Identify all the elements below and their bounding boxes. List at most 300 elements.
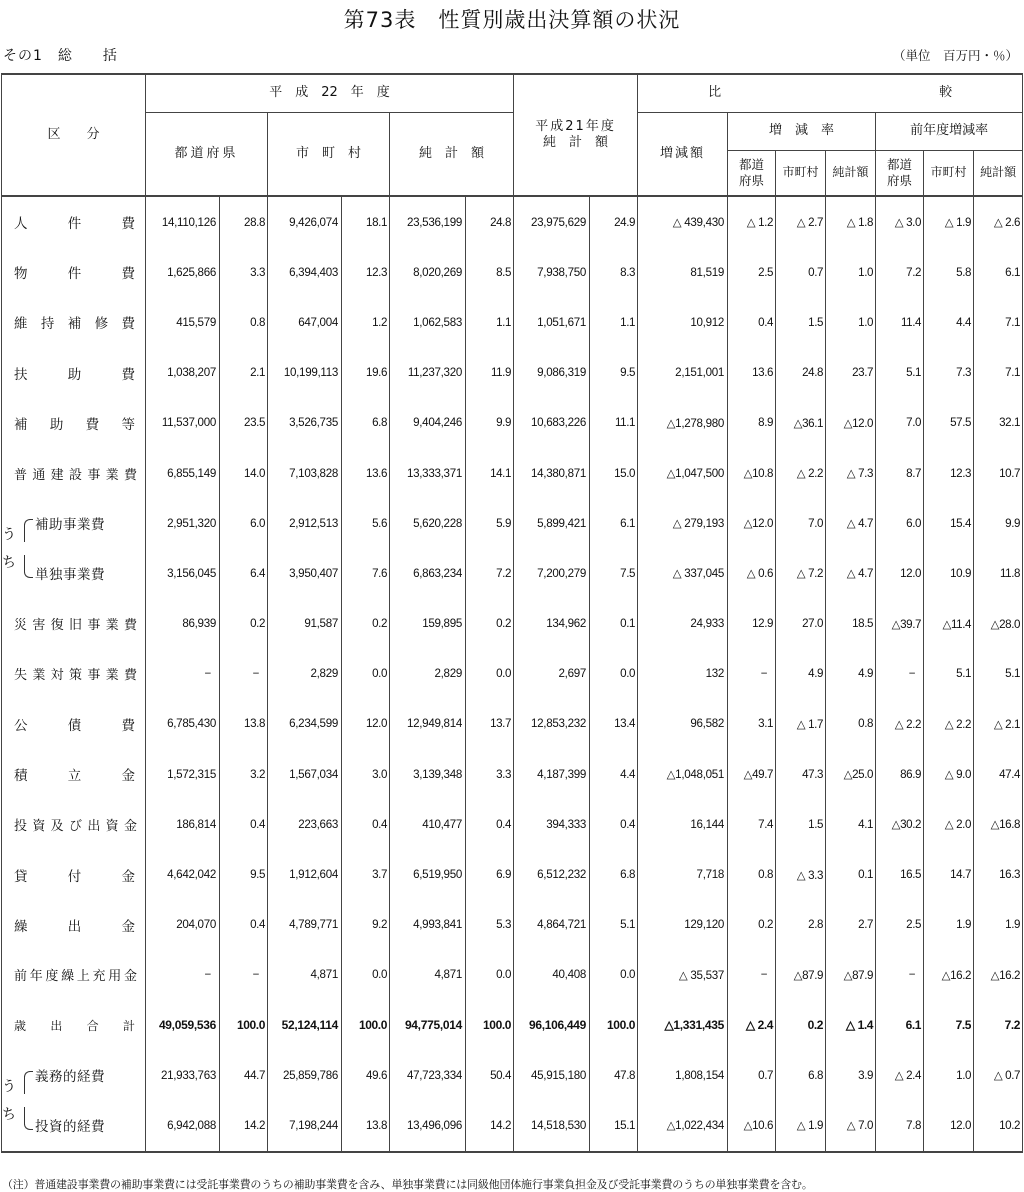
- table-cell: 10.2: [974, 1100, 1023, 1151]
- table-cell: 7.2: [466, 548, 514, 598]
- table-cell: 0.2: [728, 900, 776, 950]
- table-row: [2, 548, 1023, 598]
- row-label: 前年度繰上充用金: [2, 950, 146, 1000]
- table-cell: 96,106,449: [514, 1000, 590, 1050]
- table-cell: 9.5: [590, 348, 638, 398]
- table-cell: 47.4: [974, 749, 1023, 799]
- table-cell: 18.1: [342, 196, 390, 247]
- table-cell: 5.1: [974, 649, 1023, 699]
- table-cell: △ 439,430: [638, 196, 728, 247]
- table-cell: 0.7: [728, 1050, 776, 1100]
- table-cell: 47.3: [776, 749, 826, 799]
- table-cell: △39.7: [876, 599, 924, 649]
- table-cell: △ 1.2: [728, 196, 776, 247]
- table-cell: 7.2: [876, 247, 924, 297]
- table-cell: 10.9: [924, 548, 974, 598]
- table-cell: 6.8: [776, 1050, 826, 1100]
- table-cell: 4.1: [826, 799, 876, 849]
- table-cell: 9,426,074: [268, 196, 342, 247]
- table-cell: △ 2.2: [924, 699, 974, 749]
- table-cell: 3,156,045: [146, 548, 220, 598]
- table-cell: 9.9: [974, 498, 1023, 548]
- table-row: [2, 1050, 1023, 1100]
- table-cell: 15.4: [924, 498, 974, 548]
- table-row: [2, 498, 1023, 548]
- table-cell: 9,404,246: [390, 398, 466, 448]
- table-cell: 27.0: [776, 599, 826, 649]
- table-cell: 28.8: [220, 196, 268, 247]
- table-cell: 8.7: [876, 448, 924, 498]
- table-cell: △28.0: [974, 599, 1023, 649]
- table-cell: 100.0: [590, 1000, 638, 1050]
- table-cell: 2.7: [826, 900, 876, 950]
- row-label: [2, 548, 146, 598]
- table-cell: 6.1: [590, 498, 638, 548]
- table-cell: △ 7.3: [826, 448, 876, 498]
- table-cell: 1.5: [776, 799, 826, 849]
- table-cell: △ 2.2: [776, 448, 826, 498]
- table-cell: 3,526,735: [268, 398, 342, 448]
- table-row: [2, 348, 1023, 398]
- table-cell: △ 3.3: [776, 849, 826, 899]
- row-label: 補助費等: [2, 398, 146, 448]
- table-cell: 0.0: [342, 950, 390, 1000]
- table-cell: 7.1: [974, 297, 1023, 347]
- table-cell: 0.0: [590, 649, 638, 699]
- header-fy21: [514, 74, 638, 196]
- table-cell: 3.3: [466, 749, 514, 799]
- table-cell: 14.2: [466, 1100, 514, 1151]
- table-cell: 6.9: [466, 849, 514, 899]
- header-change-amount: 増減額: [638, 112, 728, 196]
- table-cell: 0.7: [776, 247, 826, 297]
- table-row: [2, 599, 1023, 649]
- table-cell: 6,394,403: [268, 247, 342, 297]
- header-comparison-left: 比: [708, 85, 722, 100]
- table-cell: 86.9: [876, 749, 924, 799]
- table-cell: 6,785,430: [146, 699, 220, 749]
- table-cell: △ 2.7: [776, 196, 826, 247]
- table-cell: 7,198,244: [268, 1100, 342, 1151]
- table-cell: △1,278,980: [638, 398, 728, 448]
- table-cell: 13.4: [590, 699, 638, 749]
- table-cell: 2,697: [514, 649, 590, 699]
- table-cell: 1.2: [342, 297, 390, 347]
- table-cell: 5.1: [590, 900, 638, 950]
- table-cell: 134,962: [514, 599, 590, 649]
- table-cell: 24.8: [776, 348, 826, 398]
- uchi-marker: ち: [2, 1107, 16, 1124]
- header-category: 区 分: [2, 74, 146, 196]
- table-cell: 2.5: [876, 900, 924, 950]
- table-cell: 19.6: [342, 348, 390, 398]
- table-cell: 16.3: [974, 849, 1023, 899]
- table-cell: 4.9: [826, 649, 876, 699]
- table-cell: 415,579: [146, 297, 220, 347]
- table-cell: 3,950,407: [268, 548, 342, 598]
- table-cell: 0.8: [728, 849, 776, 899]
- table-subtitle: その1 総 括: [3, 48, 118, 64]
- table-cell: 11.9: [466, 348, 514, 398]
- table-cell: 10,683,226: [514, 398, 590, 448]
- row-label: 維持補修費: [2, 297, 146, 347]
- table-cell: 5.6: [342, 498, 390, 548]
- table-cell: △ 35,537: [638, 950, 728, 1000]
- table-cell: −: [220, 950, 268, 1000]
- table-cell: 2,912,513: [268, 498, 342, 548]
- page-title: 第73表 性質別歳出決算額の状況: [343, 8, 681, 32]
- row-label: [2, 498, 146, 548]
- table-cell: 394,333: [514, 799, 590, 849]
- brace-mark: [24, 1107, 33, 1130]
- header-prev-net: 純計額: [974, 150, 1023, 196]
- table-cell: △16.8: [974, 799, 1023, 849]
- table-cell: −: [146, 950, 220, 1000]
- table-cell: 13.7: [466, 699, 514, 749]
- table-cell: 14.2: [220, 1100, 268, 1151]
- table-cell: 96,582: [638, 699, 728, 749]
- table-cell: △11.4: [924, 599, 974, 649]
- table-cell: 4,789,771: [268, 900, 342, 950]
- table-cell: △ 337,045: [638, 548, 728, 598]
- table-cell: 3.1: [728, 699, 776, 749]
- table-cell: 13.6: [342, 448, 390, 498]
- table-cell: 1.0: [826, 247, 876, 297]
- table-cell: 0.2: [220, 599, 268, 649]
- table-cell: △ 1.8: [826, 196, 876, 247]
- table-cell: −: [220, 649, 268, 699]
- table-cell: 3.3: [220, 247, 268, 297]
- table-cell: △10.8: [728, 448, 776, 498]
- table-cell: 11.4: [876, 297, 924, 347]
- table-cell: 0.1: [590, 599, 638, 649]
- header-rate-muni: 市町村: [776, 150, 826, 196]
- table-cell: 81,519: [638, 247, 728, 297]
- table-cell: 159,895: [390, 599, 466, 649]
- table-cell: △ 1.4: [826, 1000, 876, 1050]
- table-cell: △ 4.7: [826, 548, 876, 598]
- table-cell: 10.7: [974, 448, 1023, 498]
- table-cell: 3.9: [826, 1050, 876, 1100]
- row-label: 扶助費: [2, 348, 146, 398]
- table-cell: 7.5: [924, 1000, 974, 1050]
- table-cell: 9,086,319: [514, 348, 590, 398]
- table-cell: 8.5: [466, 247, 514, 297]
- table-cell: 6.1: [876, 1000, 924, 1050]
- row-label-text: 義務的経費: [35, 1069, 105, 1086]
- table-cell: 12.3: [342, 247, 390, 297]
- table-cell: 410,477: [390, 799, 466, 849]
- table-cell: 7.3: [924, 348, 974, 398]
- table-cell: △ 0.6: [728, 548, 776, 598]
- header-prev-year-rate: 前年度増減率: [876, 112, 1023, 150]
- table-cell: 4,871: [390, 950, 466, 1000]
- table-cell: 5.8: [924, 247, 974, 297]
- row-label: 歳出合計: [2, 1000, 146, 1050]
- table-cell: 25,859,786: [268, 1050, 342, 1100]
- table-cell: −: [146, 649, 220, 699]
- table-cell: △12.0: [728, 498, 776, 548]
- table-cell: 6.4: [220, 548, 268, 598]
- table-cell: 7,718: [638, 849, 728, 899]
- brace-mark: [24, 555, 33, 578]
- row-label: 普通建設事業費: [2, 448, 146, 498]
- table-cell: 7.6: [342, 548, 390, 598]
- table-cell: 223,663: [268, 799, 342, 849]
- table-cell: 49.6: [342, 1050, 390, 1100]
- table-cell: −: [876, 950, 924, 1000]
- table-cell: 1.5: [776, 297, 826, 347]
- table-cell: 23,975,629: [514, 196, 590, 247]
- table-cell: 14,110,126: [146, 196, 220, 247]
- table-cell: 12,949,814: [390, 699, 466, 749]
- table-cell: 8.9: [728, 398, 776, 448]
- table-cell: 7.2: [974, 1000, 1023, 1050]
- table-cell: 1.0: [826, 297, 876, 347]
- table-cell: 16,144: [638, 799, 728, 849]
- table-cell: 5,899,421: [514, 498, 590, 548]
- table-cell: △1,048,051: [638, 749, 728, 799]
- table-cell: △1,047,500: [638, 448, 728, 498]
- table-cell: 2.1: [220, 348, 268, 398]
- table-cell: 6,519,950: [390, 849, 466, 899]
- table-row: [2, 398, 1023, 448]
- table-cell: △ 2.6: [974, 196, 1023, 247]
- table-cell: 24,933: [638, 599, 728, 649]
- table-row: [2, 699, 1023, 749]
- uchi-marker: う: [2, 527, 16, 544]
- table-cell: 23.7: [826, 348, 876, 398]
- table-cell: 18.5: [826, 599, 876, 649]
- table-cell: △49.7: [728, 749, 776, 799]
- table-cell: −: [876, 649, 924, 699]
- header-fy21-line2: 純 計 額: [543, 135, 609, 150]
- table-cell: △1,022,434: [638, 1100, 728, 1151]
- table-cell: 32.1: [974, 398, 1023, 448]
- table-cell: 6.0: [220, 498, 268, 548]
- table-cell: △ 4.7: [826, 498, 876, 548]
- table-cell: 9.2: [342, 900, 390, 950]
- table-cell: 91,587: [268, 599, 342, 649]
- table-cell: △16.2: [924, 950, 974, 1000]
- table-cell: 0.4: [220, 900, 268, 950]
- table-cell: 4,864,721: [514, 900, 590, 950]
- table-cell: 186,814: [146, 799, 220, 849]
- table-cell: 21,933,763: [146, 1050, 220, 1100]
- table-cell: 11.1: [590, 398, 638, 448]
- table-cell: 14.7: [924, 849, 974, 899]
- table-cell: 11.8: [974, 548, 1023, 598]
- header-change-rate: 増 減 率: [728, 112, 876, 150]
- table-cell: 6,863,234: [390, 548, 466, 598]
- table-cell: 5,620,228: [390, 498, 466, 548]
- row-label: 投資及び出資金: [2, 799, 146, 849]
- table-cell: △ 9.0: [924, 749, 974, 799]
- brace-mark: [24, 519, 33, 542]
- table-cell: △ 2.0: [924, 799, 974, 849]
- table-cell: 47,723,334: [390, 1050, 466, 1100]
- table-cell: 0.8: [826, 699, 876, 749]
- header-prefectures: 都道府県: [146, 112, 268, 196]
- table-cell: 7.4: [728, 799, 776, 849]
- table-cell: 11,237,320: [390, 348, 466, 398]
- table-row: [2, 950, 1023, 1000]
- table-cell: △16.2: [974, 950, 1023, 1000]
- table-cell: 1,625,866: [146, 247, 220, 297]
- table-note: （注）普通建設事業費の補助事業費には受託事業費のうちの補助事業費を含み、単独事業費には同級他団体施行事業負担金及び受託事業費のうちの単独事業費を含む。: [2, 1178, 813, 1191]
- header-fy22: 平 成 22 年 度: [146, 74, 514, 112]
- row-label: 繰出金: [2, 900, 146, 950]
- header-rate-net: 純計額: [826, 150, 876, 196]
- table-cell: 12.9: [728, 599, 776, 649]
- table-cell: 6,942,088: [146, 1100, 220, 1151]
- table-cell: 23,536,199: [390, 196, 466, 247]
- table-cell: 10,912: [638, 297, 728, 347]
- table-cell: 24.9: [590, 196, 638, 247]
- row-label: [2, 1100, 146, 1151]
- table-cell: 40,408: [514, 950, 590, 1000]
- table-cell: 7,200,279: [514, 548, 590, 598]
- table-row: [2, 749, 1023, 799]
- table-cell: 2,829: [390, 649, 466, 699]
- table-cell: 8.3: [590, 247, 638, 297]
- table-cell: 129,120: [638, 900, 728, 950]
- table-cell: 132: [638, 649, 728, 699]
- table-cell: 6.1: [974, 247, 1023, 297]
- table-cell: 44.7: [220, 1050, 268, 1100]
- brace-mark: [24, 1071, 33, 1094]
- table-cell: −: [728, 649, 776, 699]
- table-cell: △12.0: [826, 398, 876, 448]
- table-cell: 7,103,828: [268, 448, 342, 498]
- table-cell: 1.1: [466, 297, 514, 347]
- table-cell: 7.0: [876, 398, 924, 448]
- table-cell: 0.4: [590, 799, 638, 849]
- table-cell: 2.8: [776, 900, 826, 950]
- table-cell: 0.0: [342, 649, 390, 699]
- uchi-marker: う: [2, 1079, 16, 1096]
- table-cell: 2,951,320: [146, 498, 220, 548]
- table-cell: 94,775,014: [390, 1000, 466, 1050]
- table-cell: △ 279,193: [638, 498, 728, 548]
- row-label: 貸付金: [2, 849, 146, 899]
- table-cell: 3.7: [342, 849, 390, 899]
- table-cell: △ 1.7: [776, 699, 826, 749]
- table-cell: △87.9: [826, 950, 876, 1000]
- header-net-total: 純 計 額: [390, 112, 514, 196]
- table-cell: △25.0: [826, 749, 876, 799]
- row-label: 失業対策事業費: [2, 649, 146, 699]
- table-cell: 86,939: [146, 599, 220, 649]
- table-cell: 1,808,154: [638, 1050, 728, 1100]
- table-cell: 4,871: [268, 950, 342, 1000]
- table-cell: 14.1: [466, 448, 514, 498]
- table-cell: 14,380,871: [514, 448, 590, 498]
- table-cell: 100.0: [466, 1000, 514, 1050]
- table-cell: 12.0: [924, 1100, 974, 1151]
- table-cell: 0.1: [826, 849, 876, 899]
- table-cell: △ 1.9: [776, 1100, 826, 1151]
- table-cell: 0.4: [342, 799, 390, 849]
- table-cell: 11,537,000: [146, 398, 220, 448]
- table-cell: 14.0: [220, 448, 268, 498]
- table-cell: 1.0: [924, 1050, 974, 1100]
- table-cell: 24.8: [466, 196, 514, 247]
- table-cell: 0.0: [590, 950, 638, 1000]
- table-cell: 0.2: [776, 1000, 826, 1050]
- table-cell: 13.8: [220, 699, 268, 749]
- table-cell: 0.2: [466, 599, 514, 649]
- table-cell: 0.8: [220, 297, 268, 347]
- table-cell: 6.0: [876, 498, 924, 548]
- table-cell: 52,124,114: [268, 1000, 342, 1050]
- table-cell: 0.4: [728, 297, 776, 347]
- table-cell: 4.4: [590, 749, 638, 799]
- table-cell: 6,512,232: [514, 849, 590, 899]
- table-cell: 1,051,671: [514, 297, 590, 347]
- row-label: 公債費: [2, 699, 146, 749]
- row-label-text: 単独事業費: [35, 567, 105, 584]
- table-cell: 3.0: [342, 749, 390, 799]
- table-cell: 7,938,750: [514, 247, 590, 297]
- table-cell: 4.9: [776, 649, 826, 699]
- table-cell: 12,853,232: [514, 699, 590, 749]
- table-cell: △10.6: [728, 1100, 776, 1151]
- header-prev-pref: 都道 府県: [876, 150, 924, 196]
- table-cell: 3.2: [220, 749, 268, 799]
- header-municipalities: 市 町 村: [268, 112, 390, 196]
- table-cell: 5.3: [466, 900, 514, 950]
- table-cell: 9.5: [220, 849, 268, 899]
- table-cell: 10,199,113: [268, 348, 342, 398]
- table-cell: △1,331,435: [638, 1000, 728, 1050]
- table-cell: 5.1: [876, 348, 924, 398]
- table-cell: 5.1: [924, 649, 974, 699]
- table-cell: 204,070: [146, 900, 220, 950]
- table-row: [2, 297, 1023, 347]
- table-cell: 9.9: [466, 398, 514, 448]
- table-cell: △ 7.2: [776, 548, 826, 598]
- row-label: 人件費: [2, 196, 146, 247]
- header-comparison: [638, 74, 1023, 112]
- table-row: [2, 900, 1023, 950]
- table-cell: 4,993,841: [390, 900, 466, 950]
- table-row: [2, 196, 1023, 247]
- table-cell: 0.0: [466, 649, 514, 699]
- row-label-text: 補助事業費: [35, 517, 105, 534]
- uchi-marker: ち: [2, 555, 16, 572]
- header-comparison-right: 較: [939, 85, 953, 100]
- table-cell: 4,187,399: [514, 749, 590, 799]
- table-cell: 0.4: [220, 799, 268, 849]
- table-cell: 0.2: [342, 599, 390, 649]
- table-cell: △ 0.7: [974, 1050, 1023, 1100]
- table-cell: 15.0: [590, 448, 638, 498]
- table-cell: △ 2.1: [974, 699, 1023, 749]
- row-label-text: 投資的経費: [35, 1119, 105, 1136]
- table-cell: 12.0: [342, 699, 390, 749]
- table-cell: 2,829: [268, 649, 342, 699]
- table-row: [2, 799, 1023, 849]
- table-cell: △ 2.4: [876, 1050, 924, 1100]
- table-cell: 1,038,207: [146, 348, 220, 398]
- table-cell: 15.1: [590, 1100, 638, 1151]
- table-cell: 7.8: [876, 1100, 924, 1151]
- table-cell: 7.5: [590, 548, 638, 598]
- table-cell: △ 2.4: [728, 1000, 776, 1050]
- table-cell: △30.2: [876, 799, 924, 849]
- table-cell: 8,020,269: [390, 247, 466, 297]
